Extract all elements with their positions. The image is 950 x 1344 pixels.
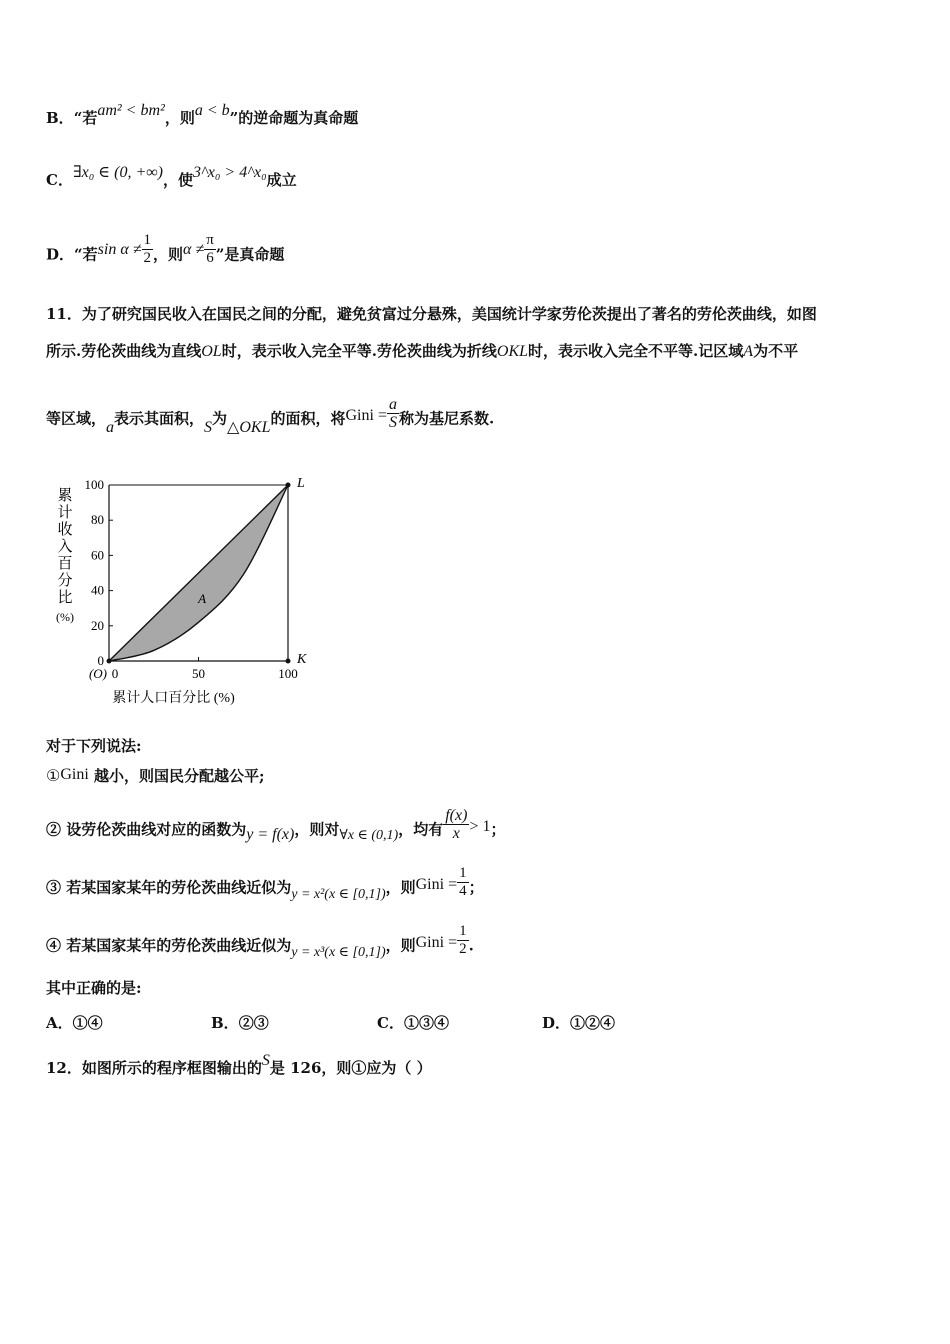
q10-option-c [46, 164, 297, 192]
text: ，则 [164, 109, 195, 127]
region-a-label: A [198, 590, 207, 606]
q11-line-2 [46, 340, 798, 363]
text: ，均有 [398, 820, 444, 839]
text: 的面积，将 [270, 409, 346, 428]
option-a[interactable] [46, 1012, 103, 1033]
fraction-denominator: S [388, 414, 397, 431]
option-d[interactable] [542, 1012, 615, 1033]
text: 等区域， [46, 409, 107, 428]
text: 为 [212, 409, 228, 428]
text: 为不平 [753, 342, 799, 360]
option-value: ①②④ [570, 1014, 616, 1032]
option-b[interactable] [211, 1012, 269, 1033]
text: 称为基尼系数. [398, 409, 495, 428]
q11-line-1: 11．为了研究国民收入在国民之间的分配，避免贫富过分悬殊，美国统计学家劳伦茨提出了著名的劳伦茨曲线，如图 [46, 305, 817, 323]
quote-open: “若 [73, 109, 98, 127]
text: ； [490, 820, 506, 839]
y-axis-label-char: 比 [57, 590, 73, 606]
text: ④ 若某国家某年的劳伦茨曲线近似为 [46, 936, 292, 955]
math-expression: ∃x₀ ∈ (0, +∞) [72, 164, 163, 181]
x-tick-label: 100 [278, 666, 298, 681]
fraction [142, 232, 154, 267]
fraction-denominator: x [452, 825, 460, 842]
x-tick-label: 0 [111, 666, 119, 681]
option-label: A． [46, 1014, 73, 1032]
option-label: B． [211, 1014, 239, 1032]
fraction-denominator: 4 [459, 883, 467, 899]
statements-intro: 对于下列说法: [46, 737, 142, 755]
circled-number: ① [46, 768, 61, 785]
y-tick-label: 100 [84, 477, 104, 492]
fraction [443, 807, 469, 842]
math-expression: α ≠ [183, 240, 205, 258]
math-expression: A [743, 343, 754, 360]
q12-text [46, 1052, 432, 1080]
y-axis-label-char: 百 [57, 556, 73, 572]
text: ，则 [385, 936, 416, 955]
statement-2 [46, 807, 506, 848]
quote-open: “若 [74, 245, 98, 264]
y-axis-label-char: 累 [57, 488, 73, 504]
option-label: C． [46, 171, 73, 189]
fraction [457, 865, 469, 900]
point-k-label: K [297, 652, 307, 667]
fraction-numerator: 1 [459, 923, 467, 939]
text: . [468, 936, 474, 955]
statement-4 [46, 923, 474, 964]
x-tick-label: 50 [192, 666, 205, 681]
fraction-numerator: π [206, 232, 214, 248]
fraction-numerator: f(x) [445, 807, 468, 824]
y-axis-label-char: 分 [57, 573, 73, 589]
math-expression: y = x²(x ∈ [0,1]) [291, 886, 386, 902]
y-tick-label: 80 [91, 512, 104, 528]
math-expression: Gini = [415, 933, 458, 951]
math-expression: Gini = [415, 875, 458, 893]
fraction-denominator: 6 [206, 250, 214, 266]
lorenz-curve-chart [46, 470, 326, 715]
option-label: D． [46, 245, 75, 264]
math-expression: Gini [60, 766, 89, 783]
text: ，则 [385, 878, 416, 897]
math-expression: ∀x ∈ (0,1) [339, 827, 399, 843]
q10-option-d [46, 232, 285, 273]
math-expression: △OKL [227, 418, 271, 436]
text: ，则 [153, 245, 184, 264]
point-l-label: L [297, 476, 305, 491]
y-axis-label-char: (%) [56, 610, 74, 624]
text: ； [468, 878, 484, 897]
option-c[interactable] [377, 1012, 449, 1033]
y-tick-label: 60 [91, 547, 104, 563]
fraction [457, 923, 469, 958]
math-expression: y = x³(x ∈ [0,1]) [291, 944, 386, 960]
y-axis-label-char: 计 [57, 505, 73, 521]
math-expression: Gini = [345, 406, 387, 424]
math-expression: 3^x₀ > 4^x₀ [193, 164, 267, 181]
option-value: ②③ [238, 1014, 269, 1032]
y-tick-label: 40 [91, 582, 104, 598]
math-expression: OKL [496, 343, 529, 360]
y-tick-label: 0 [97, 653, 104, 668]
text: 成立 [266, 171, 297, 189]
option-value: ①③④ [403, 1014, 449, 1032]
option-label: C． [377, 1014, 404, 1032]
fraction-numerator: 1 [143, 232, 152, 248]
text: 所示.劳伦茨曲线为直线 [46, 342, 202, 360]
text: ”的逆命题为真命题 [229, 109, 359, 127]
text: ② 设劳伦茨曲线对应的函数为 [46, 820, 247, 839]
point-l [286, 483, 291, 488]
text: ”是真命题 [215, 245, 285, 264]
fraction-denominator: 2 [143, 250, 152, 266]
math-expression: S [261, 1052, 270, 1069]
math-expression: y = f(x) [246, 825, 295, 843]
y-axis-label-char: 入 [57, 539, 73, 555]
x-axis-label: 累计人口百分比 (%) [112, 691, 235, 706]
text: ，则对 [294, 820, 340, 839]
math-expression: a < b [194, 102, 230, 119]
which-correct: 其中正确的是: [46, 979, 142, 997]
y-tick-label: 20 [91, 617, 104, 633]
text: ，使 [163, 171, 194, 189]
statement-1 [46, 765, 265, 788]
q10-option-b [46, 102, 359, 130]
math-expression: OL [201, 343, 222, 360]
math-expression: am² < bm² [97, 102, 165, 119]
text: 表示其面积， [114, 409, 205, 428]
line-ol [109, 485, 288, 661]
fraction-denominator: 2 [459, 941, 467, 957]
q11-line-3 [46, 396, 495, 437]
math-expression: sin α ≠ [97, 240, 142, 258]
text: 越小，则国民分配越公平; [94, 767, 265, 785]
statement-3 [46, 865, 484, 906]
fraction-numerator: 1 [459, 865, 467, 881]
origin-label: (O) [88, 666, 108, 681]
math-expression: > 1 [469, 817, 491, 835]
text: 是 126，则①应为（ ） [269, 1059, 432, 1077]
text: 时，表示收入完全不平等.记区域 [528, 342, 744, 360]
y-axis-label-char: 收 [57, 522, 73, 538]
option-label: B． [46, 109, 74, 127]
text: 12．如图所示的程序框图输出的 [46, 1059, 262, 1077]
fraction [204, 232, 216, 267]
option-value: ①④ [72, 1014, 103, 1032]
fraction-numerator: a [388, 396, 397, 413]
text: 时，表示收入完全平等.劳伦茨曲线为折线 [221, 342, 497, 360]
math-expression: S [204, 418, 213, 436]
option-label: D． [542, 1014, 571, 1032]
fraction [387, 396, 399, 431]
math-expression: a [106, 418, 115, 436]
text: ③ 若某国家某年的劳伦茨曲线近似为 [46, 878, 292, 897]
